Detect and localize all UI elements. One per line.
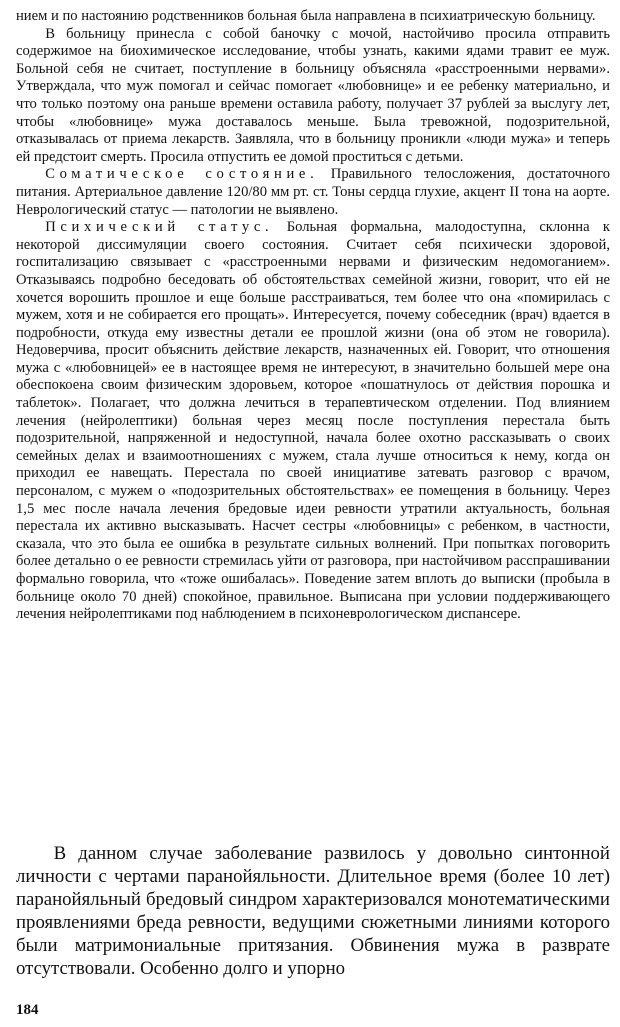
somatic-status-paragraph — [16, 166, 610, 219]
mental-status-heading: Психический статус. — [45, 219, 274, 236]
somatic-status-text: Правильного телосложения, достаточного питания. Артериальное давление 120/80 мм рт. ст. Тоны сердца глухие, акцент II тона на аорте. Неврологический статус — патологии не выявлено. — [16, 166, 610, 218]
case-history — [16, 8, 610, 624]
commentary — [16, 842, 610, 981]
case-paragraph: В больницу принесла с собой баночку с мочой, настойчиво просила отправить содержимое на биохимическое исследование, чтобы узнать, какими ядами травит ее муж. Больной себя не считает, поступление в больницу объясняла «расстроенными нервами». Утверждала, что муж помогал и сейчас помогает «любовнице» и ее ребенку материально, и что только поэтому она раньше времени оставила работу, получает 37 рублей за выслугу лет, чтобы «любовнице» мужа доставалось меньше. Была тревожной, подозрительной, отказывалась от приема лекарств. Заявляла, что в больницу проникли «люди мужа» и теперь ей предстоит смерть. Просила отпустить ее домой проститься с детьми. — [16, 25, 610, 165]
case-paragraph: нием и по настоянию родственников больная была направлена в психиатрическую больницу. — [16, 8, 596, 24]
page-number: 184 — [16, 1002, 39, 1018]
mental-status-paragraph — [16, 219, 610, 624]
somatic-status-heading: Соматическое состояние. — [45, 166, 319, 183]
commentary-paragraph: В данном случае заболевание развилось у довольно синтонной личности с чертами паранойяльности. Длительное время (более 10 лет) паранойяльный бредовый синдром характеризовался монотематическими проявлениями бреда ревности, ведущими сюжетными линиями которого были матримониальные притязания. Обвинения мужа в разврате отсутствовали. Особенно долго и упорно — [16, 843, 610, 980]
mental-status-text: Больная формальна, малодоступна, склонна к некоторой диссимуляции своего состояния. Считает себя психически здоровой, госпитализацию связывает с «расстроенными нервами и физическим недомоганием». Отказываясь подробно беседовать об обстоятельствах семейной жизни, говорит, что ей не хочется ворошить прошлое и еще больше расстраиваться, тем более что она «помирилась с мужем, хотя и не собирается его прощать». Интересуется, почему собеседник (врач) вдается в подробности, откуда ему известны детали ее прошлой жизни (она об этом не говорила). Недоверчива, просит объяснить действие лекарств, назначенных ей. Говорит, что отношения мужа с «любовницей» ее в настоящее время не интересуют, в значительно большей мере она обеспокоена своим физическим здоровьем, которое «пошатнулось от действия порошка и таблеток». Полагает, что должна лечиться в терапевтическом отделении. Под влиянием лечения (нейролептики) больная через месяц после поступления перестала быть подозрительной, напряженной и недоступной, начала более охотно рассказывать о своих семейных делах и взаимоотношениях с мужем, стала лучше относиться к нему, когда он приходил ее навещать. Перестала по своей инициативе затевать разговор с врачом, персоналом, с мужем о «подозрительных обстоятельствах» ее помещения в больницу. Через 1,5 мес после начала лечения бредовые идеи ревности утратили актуальность, больная перестала их активно высказывать. Насчет сестры «любовницы» с ребенком, в частности, сказала, что это была ее ошибка в результате сильных волнений. При попытках поговорить более детально о ее ревности стремилась уйти от разговора, при настойчивом расспрашивании формально говорила, что «тоже ошибалась». Поведение затем вплоть до выписки (пробыла в больнице около 70 дней) спокойное, правильное. Выписана при условии поддерживающего лечения нейролептиками под наблюдением в психоневрологическом диспансере. — [16, 219, 610, 623]
